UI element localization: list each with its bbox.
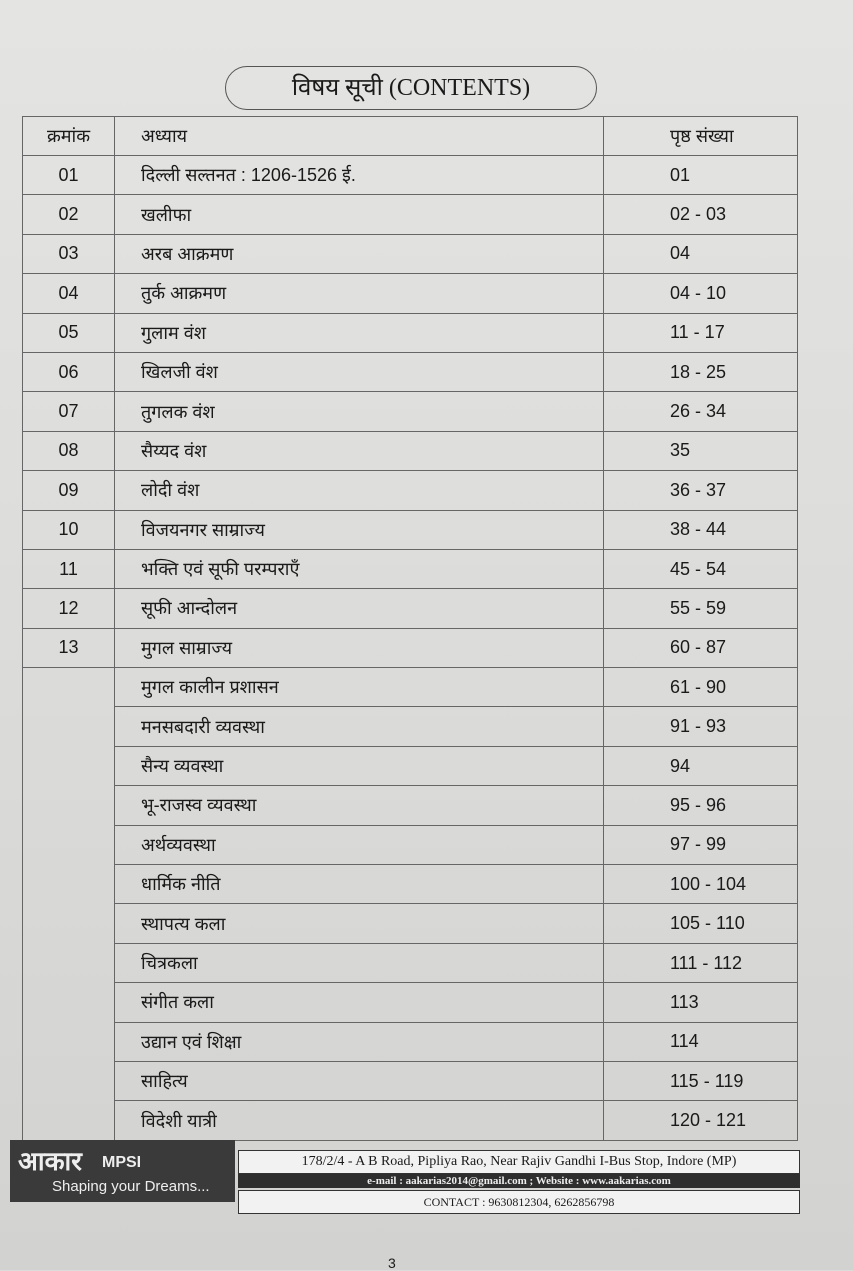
row-pages: 95 - 96 xyxy=(604,786,798,825)
row-serial xyxy=(23,707,115,746)
row-chapter: मुगल कालीन प्रशासन xyxy=(115,668,604,707)
table-row xyxy=(23,234,798,273)
row-pages: 113 xyxy=(604,983,798,1022)
email-website: e-mail : aakarias2014@gmail.com ; Website : www.aakarias.com xyxy=(238,1174,800,1188)
table-row xyxy=(23,589,798,628)
header-chapter: अध्याय xyxy=(115,117,604,156)
row-chapter: खलीफा xyxy=(115,195,604,234)
row-serial xyxy=(23,825,115,864)
row-chapter: मुगल साम्राज्य xyxy=(115,628,604,667)
logo-tagline: Shaping your Dreams... xyxy=(52,1178,210,1195)
table-row xyxy=(23,904,798,943)
row-pages: 61 - 90 xyxy=(604,668,798,707)
row-chapter: उद्यान एवं शिक्षा xyxy=(115,1022,604,1061)
row-pages: 36 - 37 xyxy=(604,471,798,510)
row-serial: 05 xyxy=(23,313,115,352)
row-chapter: सैय्यद वंश xyxy=(115,431,604,470)
row-pages: 45 - 54 xyxy=(604,549,798,588)
table-row xyxy=(23,510,798,549)
row-pages: 114 xyxy=(604,1022,798,1061)
table-row xyxy=(23,1101,798,1140)
header-page: पृष्ठ संख्या xyxy=(604,117,798,156)
table-row xyxy=(23,549,798,588)
row-pages: 111 - 112 xyxy=(604,943,798,982)
row-serial xyxy=(23,1101,115,1140)
address: 178/2/4 - A B Road, Pipliya Rao, Near Rajiv Gandhi I-Bus Stop, Indore (MP) xyxy=(238,1150,800,1174)
row-pages: 105 - 110 xyxy=(604,904,798,943)
row-pages: 01 xyxy=(604,156,798,195)
row-serial: 13 xyxy=(23,628,115,667)
table-row xyxy=(23,392,798,431)
row-serial: 03 xyxy=(23,234,115,273)
contact-numbers: CONTACT : 9630812304, 6262856798 xyxy=(238,1190,800,1214)
row-serial: 06 xyxy=(23,352,115,391)
row-serial xyxy=(23,943,115,982)
row-chapter: लोदी वंश xyxy=(115,471,604,510)
table-row xyxy=(23,1022,798,1061)
row-pages: 38 - 44 xyxy=(604,510,798,549)
row-chapter: साहित्य xyxy=(115,1061,604,1100)
table-row xyxy=(23,431,798,470)
table-row xyxy=(23,865,798,904)
row-serial: 04 xyxy=(23,274,115,313)
row-pages: 02 - 03 xyxy=(604,195,798,234)
publisher-footer xyxy=(10,1140,800,1220)
row-serial: 11 xyxy=(23,549,115,588)
row-pages: 35 xyxy=(604,431,798,470)
table-row xyxy=(23,943,798,982)
row-chapter: सूफी आन्दोलन xyxy=(115,589,604,628)
row-serial: 09 xyxy=(23,471,115,510)
table-row xyxy=(23,707,798,746)
row-serial xyxy=(23,983,115,1022)
row-pages: 115 - 119 xyxy=(604,1061,798,1100)
row-chapter: संगीत कला xyxy=(115,983,604,1022)
header-serial: क्रमांक xyxy=(23,117,115,156)
row-chapter: भू-राजस्व व्यवस्था xyxy=(115,786,604,825)
table-row xyxy=(23,825,798,864)
table-row xyxy=(23,471,798,510)
logo-hindi: आकार xyxy=(18,1146,82,1176)
row-pages: 100 - 104 xyxy=(604,865,798,904)
row-chapter: चित्रकला xyxy=(115,943,604,982)
row-chapter: विदेशी यात्री xyxy=(115,1101,604,1140)
row-pages: 18 - 25 xyxy=(604,352,798,391)
row-chapter: तुर्क आक्रमण xyxy=(115,274,604,313)
row-chapter: दिल्ली सल्तनत : 1206-1526 ई. xyxy=(115,156,604,195)
row-pages: 26 - 34 xyxy=(604,392,798,431)
row-pages: 04 - 10 xyxy=(604,274,798,313)
row-serial: 10 xyxy=(23,510,115,549)
page-title: विषय सूची (CONTENTS) xyxy=(225,66,597,110)
row-serial: 02 xyxy=(23,195,115,234)
row-chapter: अरब आक्रमण xyxy=(115,234,604,273)
row-chapter: सैन्य व्यवस्था xyxy=(115,746,604,785)
row-pages: 97 - 99 xyxy=(604,825,798,864)
row-chapter: गुलाम वंश xyxy=(115,313,604,352)
row-serial: 07 xyxy=(23,392,115,431)
table-row xyxy=(23,668,798,707)
row-chapter: भक्ति एवं सूफी परम्पराएँ xyxy=(115,549,604,588)
table-row xyxy=(23,195,798,234)
logo-mpsi: MPSI xyxy=(102,1154,142,1171)
row-chapter: स्थापत्य कला xyxy=(115,904,604,943)
row-pages: 91 - 93 xyxy=(604,707,798,746)
row-serial: 08 xyxy=(23,431,115,470)
row-serial xyxy=(23,1022,115,1061)
table-row xyxy=(23,628,798,667)
row-serial xyxy=(23,1061,115,1100)
row-serial xyxy=(23,668,115,707)
row-serial: 01 xyxy=(23,156,115,195)
row-pages: 94 xyxy=(604,746,798,785)
table-row xyxy=(23,1061,798,1100)
row-pages: 55 - 59 xyxy=(604,589,798,628)
row-chapter: धार्मिक नीति xyxy=(115,865,604,904)
row-chapter: विजयनगर साम्राज्य xyxy=(115,510,604,549)
row-chapter: अर्थव्यवस्था xyxy=(115,825,604,864)
table-row xyxy=(23,786,798,825)
row-pages: 04 xyxy=(604,234,798,273)
table-row xyxy=(23,746,798,785)
row-serial xyxy=(23,786,115,825)
table-row xyxy=(23,352,798,391)
row-chapter: तुगलक वंश xyxy=(115,392,604,431)
table-row xyxy=(23,983,798,1022)
row-pages: 120 - 121 xyxy=(604,1101,798,1140)
table-row xyxy=(23,156,798,195)
page-number: 3 xyxy=(388,1255,396,1271)
row-chapter: खिलजी वंश xyxy=(115,352,604,391)
row-pages: 11 - 17 xyxy=(604,313,798,352)
row-serial xyxy=(23,746,115,785)
row-pages: 60 - 87 xyxy=(604,628,798,667)
publisher-logo xyxy=(10,1140,235,1202)
contents-table xyxy=(22,116,798,1141)
row-serial: 12 xyxy=(23,589,115,628)
table-header-row xyxy=(23,117,798,156)
row-chapter: मनसबदारी व्यवस्था xyxy=(115,707,604,746)
row-serial xyxy=(23,904,115,943)
row-serial xyxy=(23,865,115,904)
table-row xyxy=(23,313,798,352)
table-row xyxy=(23,274,798,313)
